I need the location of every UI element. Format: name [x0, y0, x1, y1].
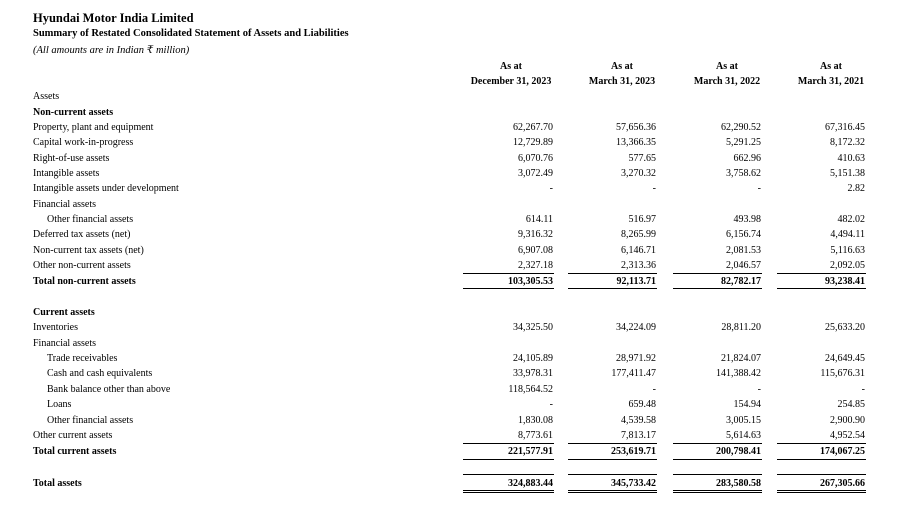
table-row: Other financial assets 614.11 516.97 493.98 482.02 — [47, 214, 865, 225]
table-row: Other non-current assets 2,327.18 2,313.36 2,046.57 2,092.05 — [33, 260, 865, 271]
total-rule — [673, 288, 762, 289]
table-row: Loans - 659.48 154.94 254.85 — [47, 399, 865, 410]
grand-total-double-rule — [777, 490, 866, 493]
table-row: Inventories 34,325.50 34,224.09 28,811.20 25,633.20 — [33, 322, 865, 333]
section-heading-assets: Assets — [33, 91, 60, 102]
company-name: Hyundai Motor India Limited — [33, 11, 194, 25]
subheading-financial-assets: Financial assets — [33, 338, 97, 349]
table-row: Property, plant and equipment 62,267.70 57,656.36 62,290.52 67,316.45 — [33, 122, 865, 133]
total-rule — [463, 288, 554, 289]
table-row: Other financial assets 1,830.08 4,539.58 3,005.15 2,900.90 — [47, 415, 865, 426]
grand-total-double-rule — [673, 490, 762, 493]
table-row: Capital work-in-progress 12,729.89 13,366.35 5,291.25 8,172.32 — [33, 137, 865, 148]
grand-total-double-rule — [568, 490, 657, 493]
total-rule — [568, 288, 657, 289]
column-header-mar-2023: As at March 31, 2023 — [588, 61, 656, 87]
grand-total-rule — [777, 474, 866, 475]
total-row-non-current-assets: Total non-current assets 103,305.53 92,113.71 82,782.17 93,238.41 — [33, 276, 865, 287]
units-note: (All amounts are in Indian ₹ million) — [33, 45, 190, 56]
section-heading-non-current-assets: Non-current assets — [33, 107, 114, 118]
column-header-mar-2022: As at March 31, 2022 — [693, 61, 761, 87]
statement-title: Summary of Restated Consolidated Statement of Assets and Liabilities — [33, 28, 349, 39]
subheading-financial-assets: Financial assets — [33, 199, 97, 210]
table-row: Non-current tax assets (net) 6,907.08 6,146.71 2,081.53 5,116.63 — [33, 245, 865, 256]
grand-total-rule — [463, 474, 554, 475]
grand-total-double-rule — [463, 490, 554, 493]
table-row: Intangible assets under development - - - 2.82 — [33, 183, 865, 194]
total-rule — [568, 459, 657, 460]
grand-total-rule — [568, 474, 657, 475]
table-row: Intangible assets 3,072.49 3,270.32 3,758.62 5,151.38 — [33, 168, 865, 179]
total-rule — [777, 459, 866, 460]
total-row-current-assets: Total current assets 221,577.91 253,619.71 200,798.41 174,067.25 — [33, 446, 865, 457]
table-row: Other current assets 8,773.61 7,813.17 5,614.63 4,952.54 — [33, 430, 865, 441]
table-row: Cash and cash equivalents 33,978.31 177,411.47 141,388.42 115,676.31 — [47, 368, 865, 379]
column-header-dec-2023: As at December 31, 2023 — [470, 61, 552, 87]
grand-total-rule — [673, 474, 762, 475]
total-rule — [463, 459, 554, 460]
section-heading-current-assets: Current assets — [33, 307, 95, 318]
total-rule — [777, 288, 866, 289]
table-row: Right-of-use assets 6,070.76 577.65 662.96 410.63 — [33, 153, 865, 164]
column-header-mar-2021: As at March 31, 2021 — [797, 61, 865, 87]
table-row: Deferred tax assets (net) 9,316.32 8,265.99 6,156.74 4,494.11 — [33, 229, 865, 240]
total-rule — [673, 459, 762, 460]
table-row: Bank balance other than above 118,564.52 - - - — [47, 384, 865, 395]
total-row-assets: Total assets 324,883.44 345,733.42 283,580.58 267,305.66 — [33, 478, 865, 489]
table-row: Trade receivables 24,105.89 28,971.92 21,824.07 24,649.45 — [47, 353, 865, 364]
